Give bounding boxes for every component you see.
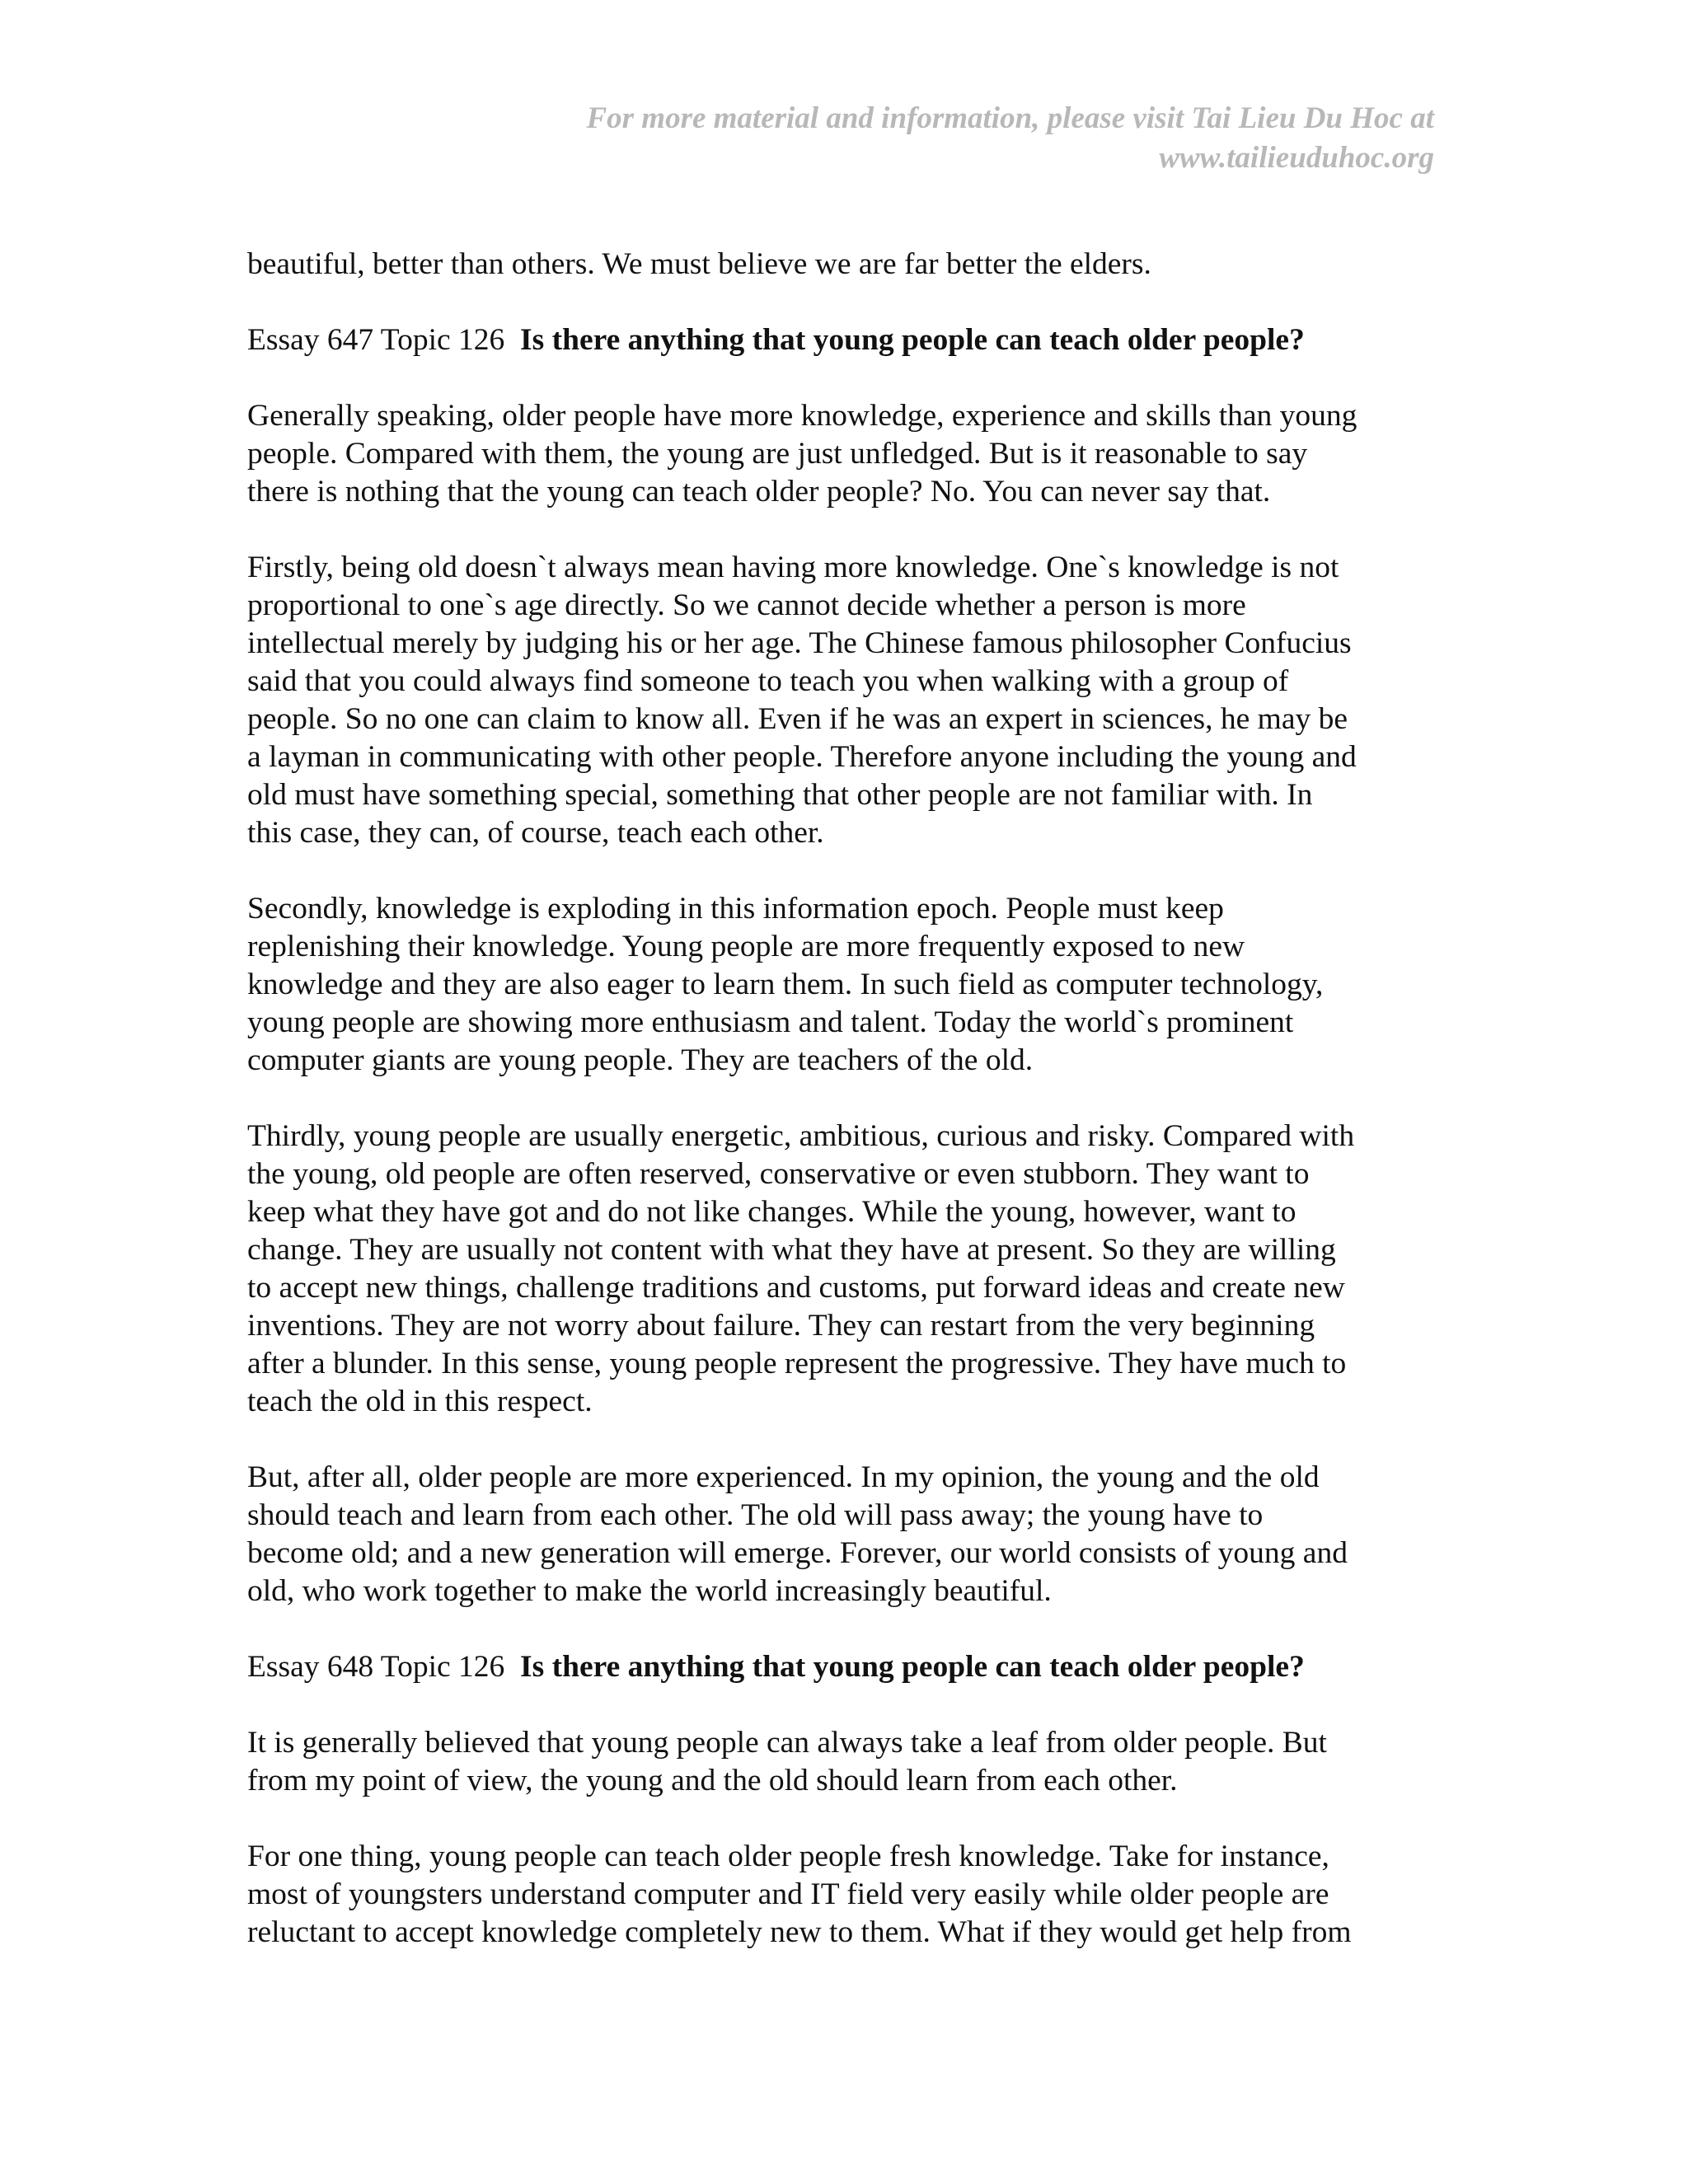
essay-label: Essay 648 Topic 126 bbox=[247, 1650, 505, 1684]
text-line: become old; and a new generation will emerge. Forever, our world consists of young and bbox=[247, 1536, 1348, 1570]
paragraph bbox=[247, 1724, 1459, 1800]
essay-question: Is there anything that young people can teach older people? bbox=[520, 323, 1305, 357]
text-line: people. So no one can claim to know all. Even if he was an expert in sciences, he may be bbox=[247, 702, 1348, 736]
text-line: after a blunder. In this sense, young people represent the progressive. They have much to bbox=[247, 1347, 1347, 1380]
paragraph bbox=[247, 549, 1459, 852]
text-line: computer giants are young people. They are teachers of the old. bbox=[247, 1043, 1034, 1077]
text-line: old, who work together to make the world increasingly beautiful. bbox=[247, 1574, 1052, 1608]
document-body bbox=[247, 246, 1459, 1990]
text-line: this case, they can, of course, teach each other. bbox=[247, 816, 824, 850]
paragraph bbox=[247, 397, 1459, 511]
page-header bbox=[445, 99, 1434, 178]
text-line: beautiful, better than others. We must believe we are far better the elders. bbox=[247, 247, 1151, 281]
text-line: Generally speaking, older people have more knowledge, experience and skills than young bbox=[247, 399, 1357, 433]
text-line: change. They are usually not content with what they have at present. So they are willing bbox=[247, 1233, 1336, 1267]
text-line: But, after all, older people are more experienced. In my opinion, the young and the old bbox=[247, 1460, 1320, 1494]
essay-heading bbox=[247, 1648, 1459, 1686]
text-line: a layman in communicating with other people. Therefore anyone including the young and bbox=[247, 740, 1357, 774]
text-line: teach the old in this respect. bbox=[247, 1385, 593, 1418]
text-line: old must have something special, something that other people are not familiar with. In bbox=[247, 778, 1313, 812]
essay-heading bbox=[247, 321, 1459, 359]
paragraph bbox=[247, 1459, 1459, 1610]
text-line: keep what they have got and do not like changes. While the young, however, want to bbox=[247, 1195, 1296, 1229]
text-line: people. Compared with them, the young are just unfledged. But is it reasonable to say bbox=[247, 437, 1308, 471]
text-line: replenishing their knowledge. Young people are more frequently exposed to new bbox=[247, 930, 1245, 963]
paragraph bbox=[247, 1118, 1459, 1421]
header-website-link[interactable]: www.tailieuduhoc.org bbox=[1159, 141, 1434, 175]
paragraph bbox=[247, 890, 1459, 1080]
text-line: should teach and learn from each other. The old will pass away; the young have to bbox=[247, 1498, 1264, 1532]
text-line: reluctant to accept knowledge completely new to them. What if they would get help from bbox=[247, 1915, 1352, 1949]
text-line: from my point of view, the young and the old should learn from each other. bbox=[247, 1764, 1178, 1797]
text-line: inventions. They are not worry about failure. They can restart from the very beginning bbox=[247, 1309, 1315, 1343]
header-line-1: For more material and information, please visit Tai Lieu Du Hoc at bbox=[586, 101, 1434, 135]
text-line: knowledge and they are also eager to learn them. In such field as computer technology, bbox=[247, 968, 1324, 1001]
text-line: young people are showing more enthusiasm and talent. Today the world`s prominent bbox=[247, 1005, 1294, 1039]
paragraph bbox=[247, 246, 1459, 284]
essay-label: Essay 647 Topic 126 bbox=[247, 323, 505, 357]
text-line: there is nothing that the young can teach older people? No. You can never say that. bbox=[247, 475, 1271, 509]
paragraph bbox=[247, 1838, 1459, 1952]
text-line: Firstly, being old doesn`t always mean having more knowledge. One`s knowledge is not bbox=[247, 551, 1339, 584]
text-line: For one thing, young people can teach older people fresh knowledge. Take for instance, bbox=[247, 1840, 1329, 1873]
text-line: intellectual merely by judging his or her age. The Chinese famous philosopher Confucius bbox=[247, 626, 1352, 660]
text-line: Secondly, knowledge is exploding in this information epoch. People must keep bbox=[247, 892, 1224, 926]
text-line: the young, old people are often reserved, conservative or even stubborn. They want to bbox=[247, 1157, 1310, 1191]
text-line: to accept new things, challenge traditions and customs, put forward ideas and create new bbox=[247, 1271, 1345, 1305]
text-line: It is generally believed that young people can always take a leaf from older people. But bbox=[247, 1726, 1327, 1760]
text-line: Thirdly, young people are usually energetic, ambitious, curious and risky. Compared with bbox=[247, 1119, 1355, 1153]
essay-question: Is there anything that young people can teach older people? bbox=[520, 1650, 1305, 1684]
text-line: most of youngsters understand computer and IT field very easily while older people are bbox=[247, 1877, 1329, 1911]
text-line: proportional to one`s age directly. So we cannot decide whether a person is more bbox=[247, 588, 1246, 622]
text-line: said that you could always find someone to teach you when walking with a group of bbox=[247, 664, 1289, 698]
